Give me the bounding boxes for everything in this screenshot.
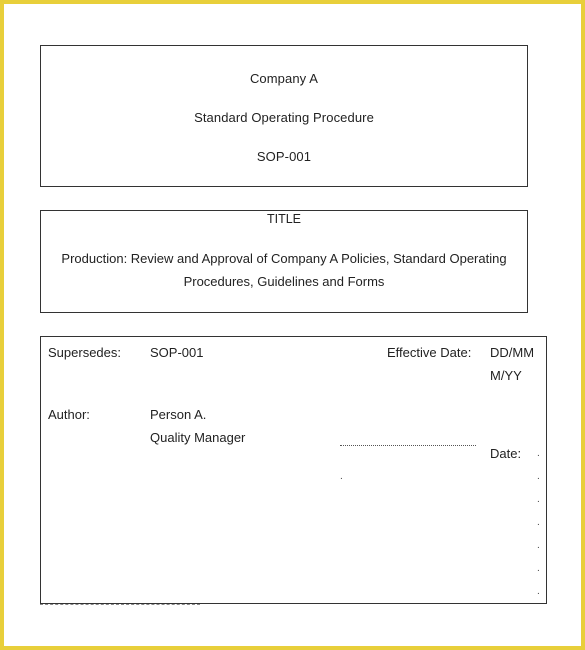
supersedes-value: SOP-001 — [150, 345, 204, 360]
company-name: Company A — [249, 71, 319, 86]
dot-mark: . — [537, 586, 540, 597]
effective-date-value-line2: M/YY — [490, 368, 522, 383]
author-name: Person A. — [150, 407, 207, 422]
date-label: Date: — [490, 446, 522, 461]
header-box — [40, 45, 528, 187]
signature-line — [340, 445, 476, 446]
dot-mark: . — [537, 448, 540, 459]
author-role: Quality Manager — [150, 430, 246, 445]
dot-mark: . — [537, 563, 540, 574]
metadata-box — [40, 336, 547, 604]
effective-date-label: Effective Date: — [387, 345, 472, 360]
document-number: SOP-001 — [256, 149, 312, 164]
title-box — [40, 210, 528, 313]
dot-mark: . — [537, 540, 540, 551]
footer-dashed-line — [40, 604, 200, 605]
document-page — [4, 4, 581, 646]
title-label: TITLE — [266, 212, 302, 226]
dot-mark: . — [340, 471, 343, 482]
supersedes-label: Supersedes: — [48, 345, 121, 360]
dot-mark: . — [537, 494, 540, 505]
document-type: Standard Operating Procedure — [194, 110, 374, 125]
title-text: Production: Review and Approval of Company A Policies, Standard Operating Procedures, Guidelines and Forms — [61, 251, 507, 289]
author-label: Author: — [48, 407, 90, 422]
dot-mark: . — [537, 471, 540, 482]
effective-date-value-line1: DD/MM — [490, 345, 535, 360]
dot-mark: . — [537, 517, 540, 528]
